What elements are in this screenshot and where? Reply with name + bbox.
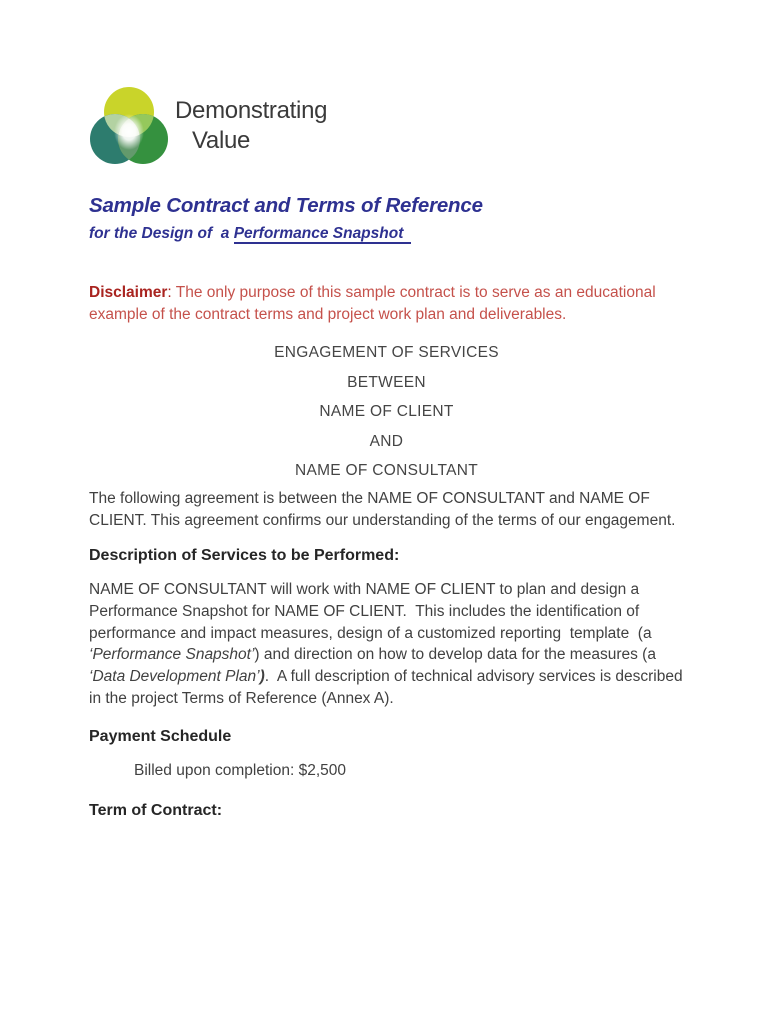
engagement-line-4: AND bbox=[369, 432, 404, 450]
disclaimer-text: The only purpose of this sample contract is to serve as an educational example of the contract terms and project work plan and deliverables. bbox=[89, 284, 656, 323]
document-title: Sample Contract and Terms of Reference bbox=[89, 194, 483, 217]
subtitle-underlined-text: Performance Snapshot bbox=[234, 225, 412, 244]
logo-wordmark bbox=[175, 96, 327, 156]
disclaimer bbox=[89, 282, 684, 325]
description-seg1: NAME OF CONSULTANT will work with NAME OF CLIENT to plan and design a Performance Snapshot for NAME OF CLIENT. This includes the identification of performance and impact measures, design of a customized reporting template (a bbox=[89, 580, 656, 642]
logo-wordmark-line1: Demonstrating bbox=[175, 97, 328, 124]
description-data-development-plan-italic: ‘Data Development Plan’ bbox=[89, 668, 260, 686]
logo-wordmark-line2: Value bbox=[192, 127, 251, 154]
description-performance-snapshot-italic: ‘Performance Snapshot’ bbox=[89, 646, 255, 664]
logo bbox=[89, 0, 684, 166]
subtitle-prefix: for the Design of a bbox=[89, 225, 234, 242]
engagement-heading-block bbox=[89, 338, 684, 486]
description-bold-paren: ) bbox=[259, 668, 265, 686]
demonstrating-value-logo-icon bbox=[89, 86, 169, 166]
payment-line: Billed upon completion: $2,500 bbox=[134, 761, 346, 779]
description-seg6: . A full description of technical advisory services is described in the project Terms of Reference (Annex A). bbox=[89, 668, 687, 707]
description-paragraph bbox=[89, 579, 687, 710]
logo-center-glow bbox=[114, 114, 144, 150]
payment-schedule-heading: Payment Schedule bbox=[89, 727, 232, 745]
description-heading: Description of Services to be Performed: bbox=[89, 546, 400, 564]
engagement-line-2: BETWEEN bbox=[347, 373, 426, 391]
disclaimer-colon: : bbox=[167, 284, 176, 301]
engagement-line-3: NAME OF CLIENT bbox=[319, 403, 454, 421]
document-subtitle bbox=[89, 224, 684, 244]
engagement-line-1: ENGAGEMENT OF SERVICES bbox=[274, 344, 499, 362]
engagement-line-5: NAME OF CONSULTANT bbox=[294, 462, 479, 480]
term-of-contract-heading: Term of Contract: bbox=[89, 801, 223, 819]
disclaimer-label: Disclaimer bbox=[89, 284, 168, 301]
agreement-intro-paragraph: The following agreement is between the NAME OF CONSULTANT and NAME OF CLIENT. This agreement confirms our understanding of the terms of our engagement. bbox=[89, 489, 676, 529]
description-seg3: ) and direction on how to develop data for the measures (a bbox=[254, 646, 661, 664]
